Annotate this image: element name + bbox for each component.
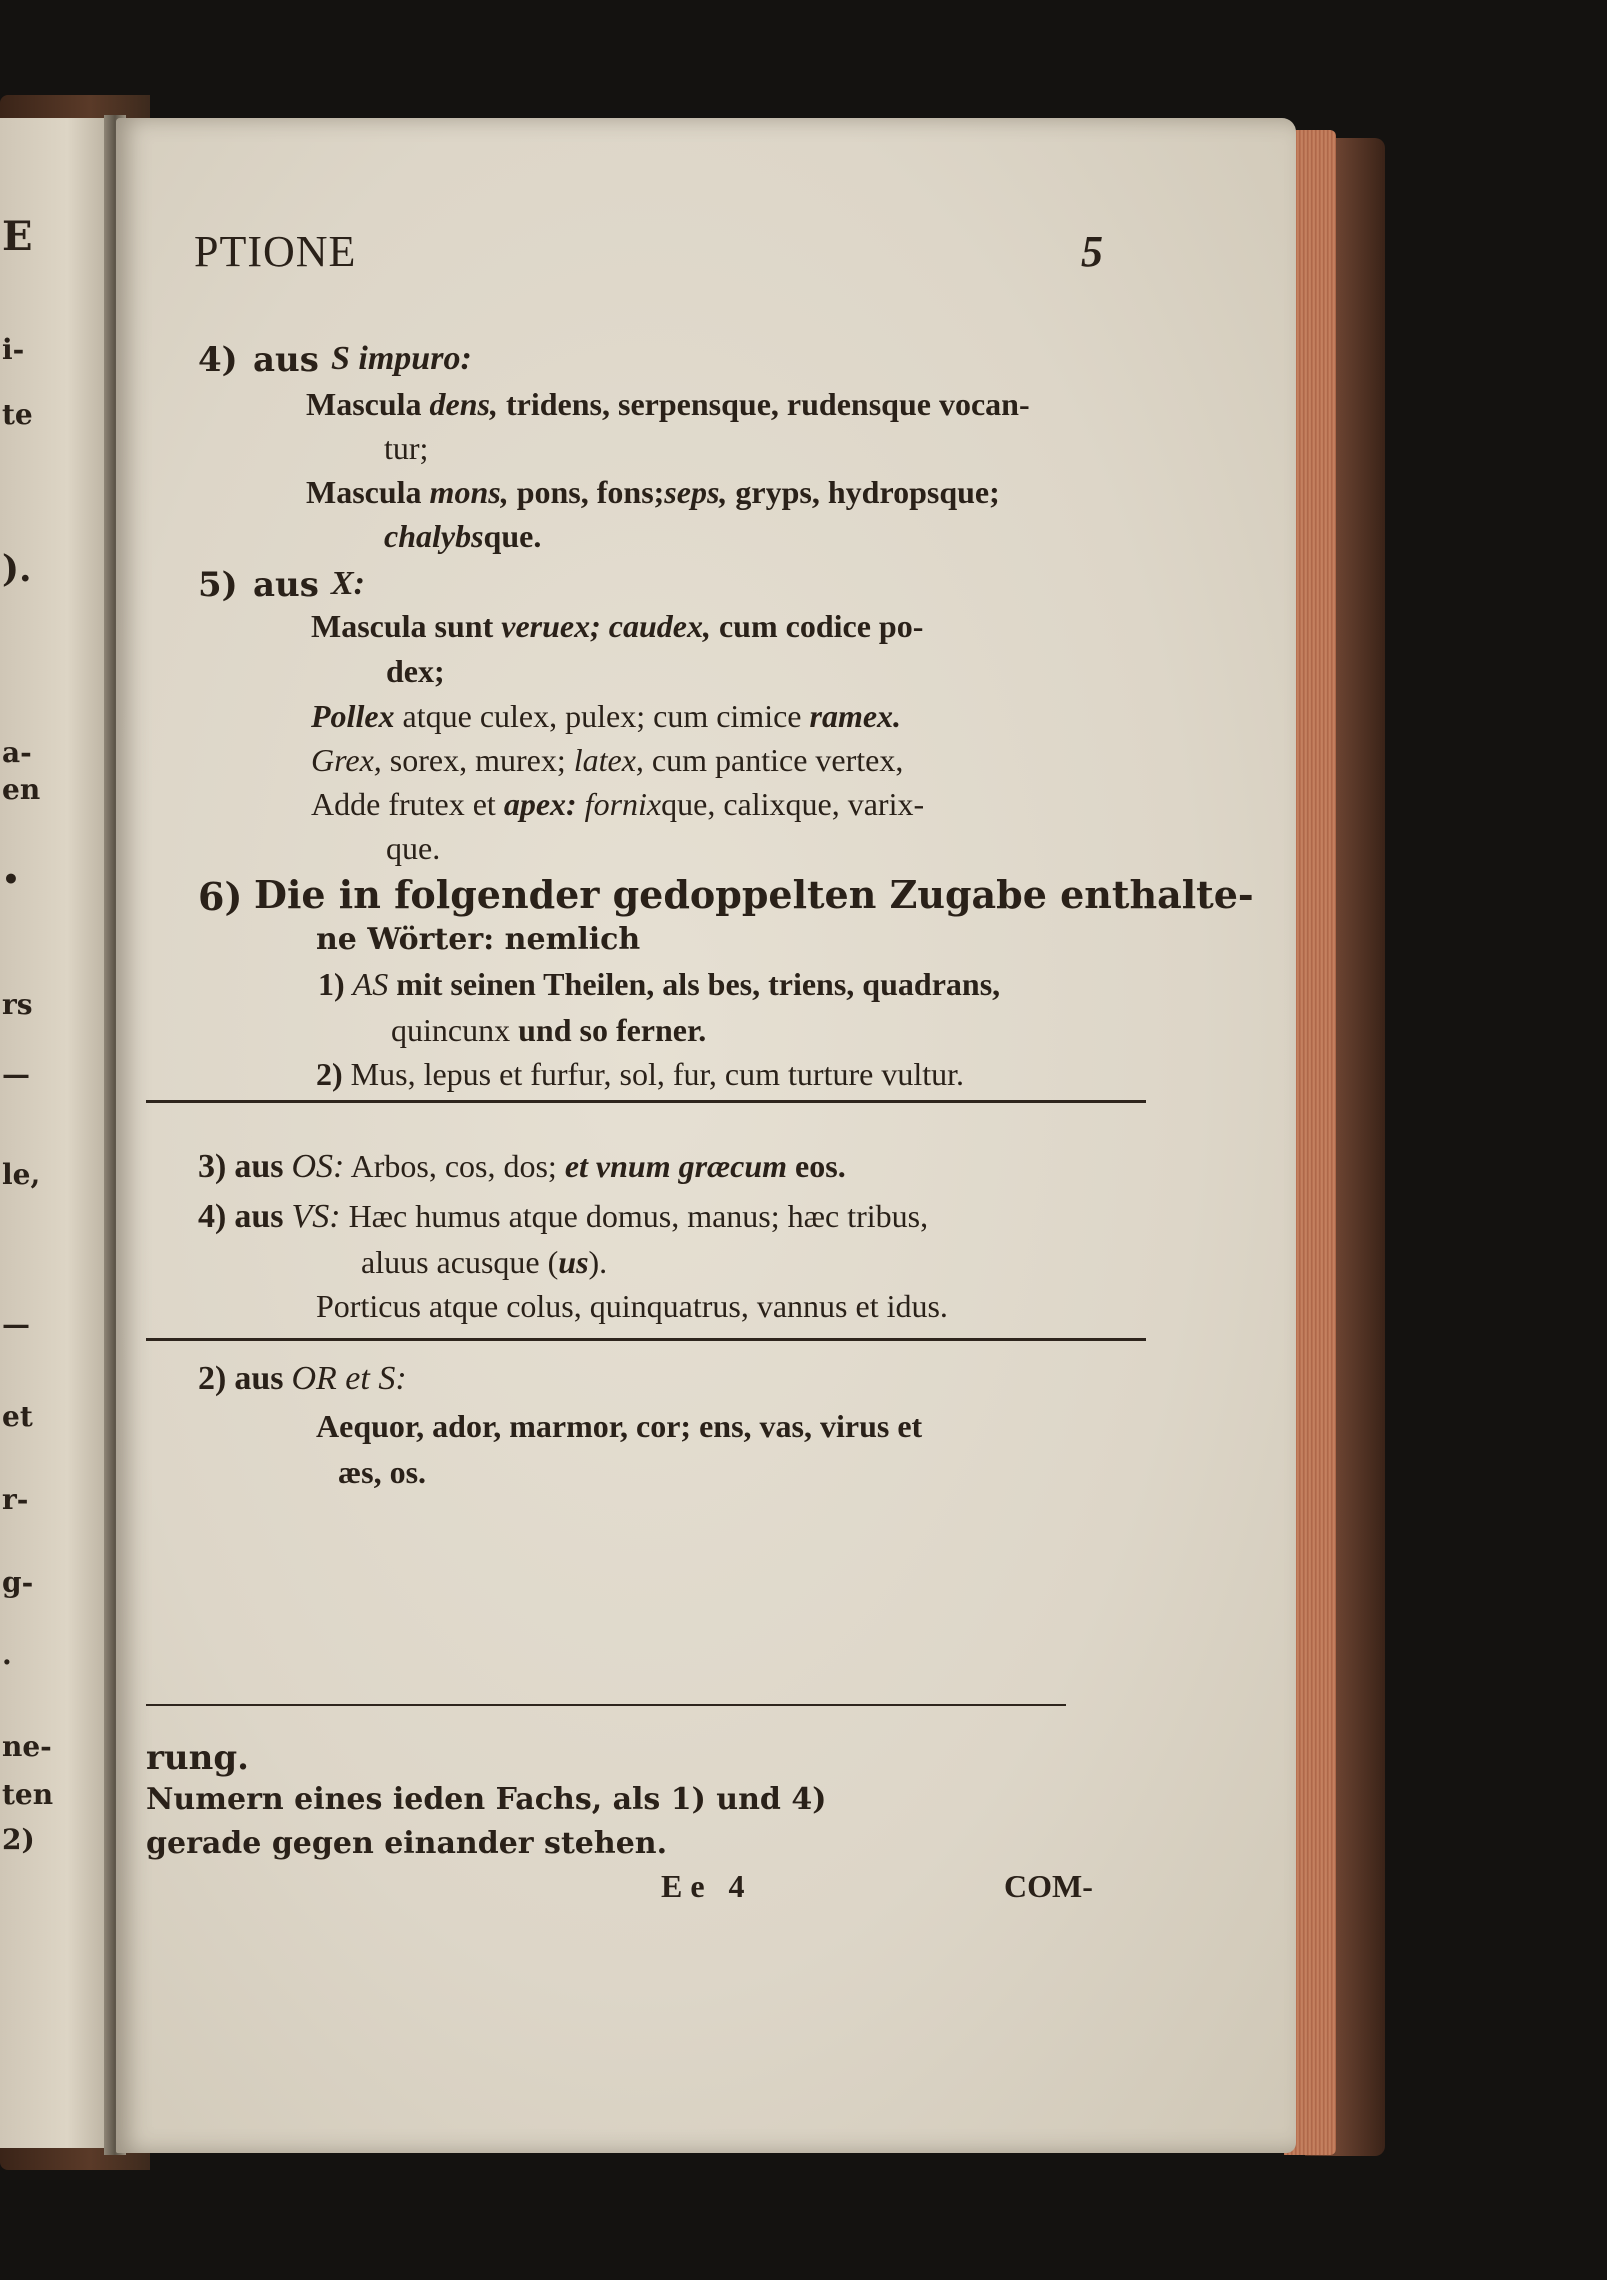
footnote-line: gerade gegen einander stehen.: [146, 1826, 668, 1861]
verse-line: Pollex atque culex, pulex; cum cimice ramex.: [311, 698, 902, 734]
left-fragment: i-: [2, 333, 25, 366]
section-key: S impuro:: [331, 340, 472, 377]
verse-line: 3) aus OS: Arbos, cos, dos; et vnum græcum eos.: [198, 1148, 846, 1185]
footnote-rule: [146, 1704, 1066, 1706]
left-fragment: 2): [2, 1823, 35, 1856]
left-fragment: a-: [2, 736, 32, 769]
verse-line: Adde frutex et apex: fornixque, calixque, varix-: [311, 786, 925, 822]
catchword: COM-: [1004, 1868, 1093, 1904]
left-fragment: rs: [2, 988, 33, 1021]
verse-line: æs, os.: [338, 1454, 427, 1490]
section-number: 4): [198, 340, 238, 380]
page-number: 5: [1081, 227, 1104, 276]
left-fragment: te: [2, 398, 33, 431]
divider-rule: [146, 1100, 1146, 1103]
verse-line: quincunx und so ferner.: [391, 1012, 707, 1048]
left-fragment: ten: [2, 1778, 54, 1811]
footnote-line: Numern eines ieden Fachs, als 1) und 4): [146, 1782, 827, 1817]
section-title: Die in folgender gedoppelten Zugabe enthalte-: [254, 872, 1254, 917]
verse-line: aluus acusque (us).: [361, 1244, 608, 1280]
verse-line: tur;: [384, 430, 429, 466]
section-title-cont: ne Wörter: nemlich: [316, 922, 641, 957]
signature-mark: Ee 4: [661, 1868, 753, 1904]
left-page-edge: [0, 118, 112, 2148]
left-fragment: et: [2, 1400, 33, 1433]
verse-line: 1) AS mit seinen Theilen, als bes, triens, quadrans,: [318, 966, 1001, 1002]
verse-line: Mascula mons, pons, fons;seps, gryps, hydropsque;: [306, 474, 1000, 510]
verse-line: Mascula dens, tridens, serpensque, rudensque vocan-: [306, 386, 1030, 422]
verse-line: Mascula sunt veruex; caudex, cum codice po-: [311, 608, 924, 644]
verse-line: dex;: [386, 653, 445, 689]
left-fragment: E: [2, 213, 33, 260]
verse-line: que.: [386, 830, 441, 866]
section-lead: aus: [253, 565, 319, 605]
running-header: PTIONE: [194, 227, 357, 276]
left-fragment: en: [2, 773, 41, 806]
section-number: 5): [198, 565, 238, 605]
section-lead: aus: [253, 340, 319, 380]
right-page: [116, 118, 1296, 2153]
verse-line: 4) aus VS: Hæc humus atque domus, manus; hæc tribus,: [198, 1198, 929, 1235]
verse-line: Aequor, ador, marmor, cor; ens, vas, virus et: [316, 1408, 923, 1444]
left-fragment: g-: [2, 1566, 34, 1599]
verse-line: Porticus atque colus, quinquatrus, vannus et idus.: [316, 1288, 948, 1324]
footnote-line: rung.: [146, 1738, 249, 1778]
left-fragment: ne-: [2, 1730, 52, 1763]
left-fragment: —: [2, 1308, 30, 1341]
section-number: 6): [198, 874, 243, 919]
divider-rule: [146, 1338, 1146, 1341]
left-fragment: .: [2, 1638, 12, 1671]
section-key: X:: [331, 565, 365, 602]
left-fragment: le,: [2, 1158, 41, 1191]
verse-line: 2) aus OR et S:: [198, 1360, 407, 1397]
left-fragment: —: [2, 1058, 30, 1091]
verse-line: chalybsque.: [384, 518, 542, 554]
left-fragment: r-: [2, 1483, 29, 1516]
verse-line: Grex, sorex, murex; latex, cum pantice vertex,: [311, 742, 904, 778]
verse-line: 2) Mus, lepus et furfur, sol, fur, cum turture vultur.: [316, 1056, 964, 1092]
left-fragment: •: [2, 863, 20, 896]
left-fragment: ).: [2, 548, 32, 590]
